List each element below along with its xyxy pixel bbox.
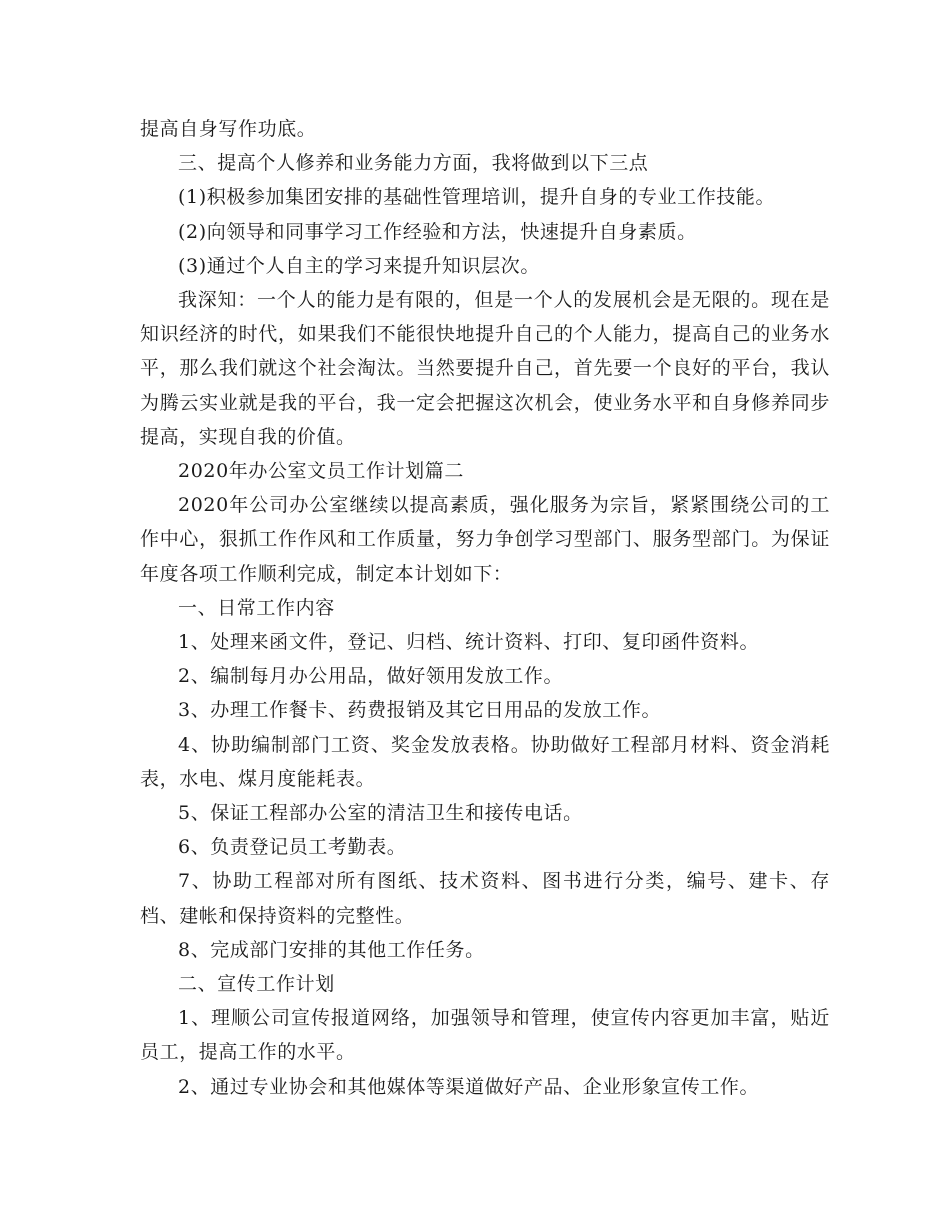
section-title-plan-two: 2020年办公室文员工作计划篇二	[178, 460, 464, 483]
section-heading-personal-development: 三、提高个人修养和业务能力方面，我将做到以下三点	[178, 152, 649, 175]
list-item-self-study: (3)通过个人自主的学习来提升知识层次。	[178, 254, 540, 277]
list-item-1: 1、处理来函文件，登记、归档、统计资料、打印、复印函件资料。	[178, 631, 760, 654]
publicity-item-2: 2、通过专业协会和其他媒体等渠道做好产品、企业形象宣传工作。	[178, 1075, 760, 1098]
list-item-7: 7、协助工程部对所有图纸、技术资料、图书进行分类，编号、建卡、存档、建帐和保持资料的完整性。	[140, 870, 830, 927]
paragraph-introduction: 2020年公司办公室继续以提高素质，强化服务为宗旨，紧紧围绕公司的工作中心，狠抓工作作风和工作质量，努力争创学习型部门、服务型部门。为保证年度各项工作顺利完成，制定本计划如下：	[140, 494, 830, 585]
list-item-2: 2、编制每月办公用品，做好领用发放工作。	[178, 665, 564, 688]
list-item-training: (1)积极参加集团安排的基础性管理培训，提升自身的专业工作技能。	[178, 186, 776, 209]
document-body	[140, 112, 830, 1104]
list-item-4: 4、协助编制部门工资、奖金发放表格。协助做好工程部月材料、资金消耗表，水电、煤月度能耗表。	[140, 733, 830, 790]
paragraph-reflection: 我深知：一个人的能力是有限的，但是一个人的发展机会是无限的。现在是知识经济的时代，如果我们不能很快地提升自己的个人能力，提高自己的业务水平，那么我们就这个社会淘汰。当然要提升自己，首先要一个良好的平台，我认为腾云实业就是我的平台，我一定会把握这次机会，使业务水平和自身修养同步提高，实现自我的价值。	[140, 289, 830, 448]
list-item-5: 5、保证工程部办公室的清洁卫生和接传电话。	[178, 802, 583, 825]
list-item-3: 3、办理工作餐卡、药费报销及其它日用品的发放工作。	[178, 699, 662, 722]
list-item-learn-from-colleagues: (2)向领导和同事学习工作经验和方法，快速提升自身素质。	[178, 220, 697, 243]
list-item-6: 6、负责登记员工考勤表。	[178, 836, 407, 859]
paragraph-continuation: 提高自身写作功底。	[140, 118, 317, 140]
publicity-item-1: 1、理顺公司宣传报道网络，加强领导和管理，使宣传内容更加丰富，贴近员工，提高工作的水平。	[140, 1007, 830, 1064]
section-heading-daily-work: 一、日常工作内容	[178, 596, 335, 619]
list-item-8: 8、完成部门安排的其他工作任务。	[178, 938, 485, 961]
section-heading-publicity: 二、宣传工作计划	[178, 973, 335, 996]
